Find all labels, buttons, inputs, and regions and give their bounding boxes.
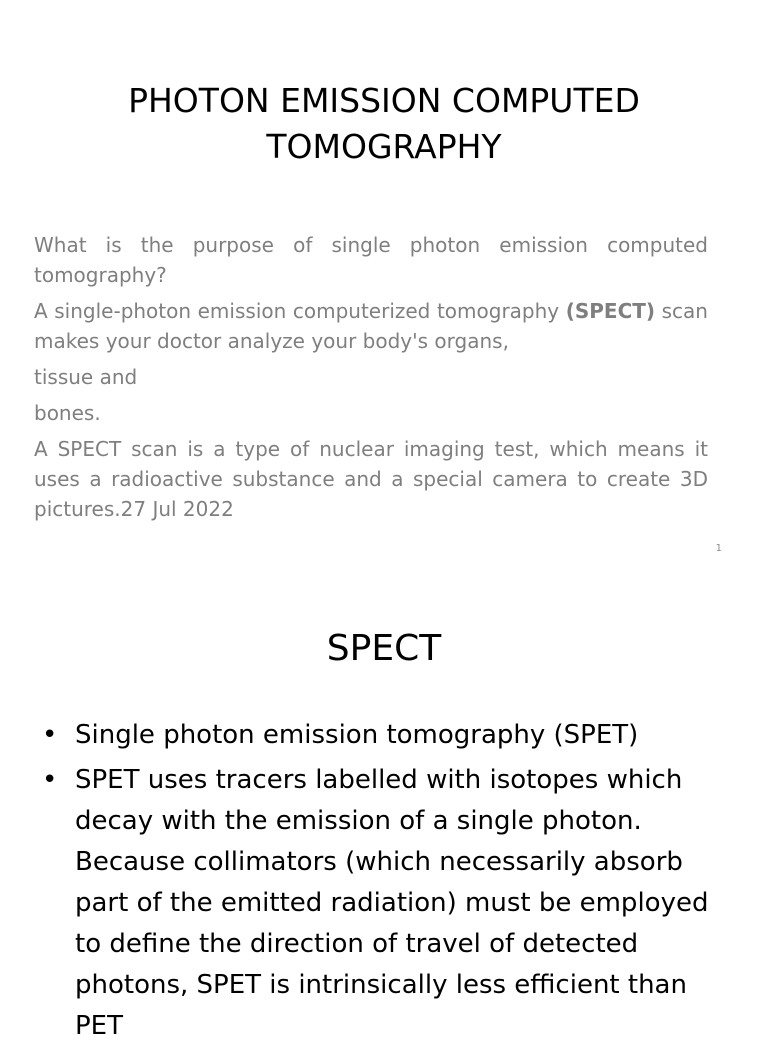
page-number: 1 bbox=[715, 543, 722, 554]
spect-paragraph-start: A single-photon emission computerized tomography bbox=[34, 299, 566, 323]
bullet-list bbox=[40, 715, 730, 1051]
spect-paragraph bbox=[34, 296, 708, 356]
spect-paragraph-end: scan makes your doctor analyze your body's organs, bbox=[34, 299, 708, 353]
bones-line: bones. bbox=[34, 401, 101, 425]
bullet-item bbox=[40, 715, 730, 756]
bullet-text: SPET uses tracers labelled with isotopes which decay with the emission of a single photon. Because collimators (which necessarily absorb part of the emitted radiation) must be employed to define the direction of travel of detected photons, SPET is intrinsically less efficient than PET bbox=[75, 765, 709, 1041]
imaging-paragraph: A SPECT scan is a type of nuclear imaging test, which means it uses a radioactive substance and a special camera to create 3D pictures.27 Jul 2022 bbox=[34, 437, 708, 521]
slide-2 bbox=[0, 600, 768, 1041]
slide-title: SPECT bbox=[326, 628, 442, 669]
bullet-icon: • bbox=[42, 765, 58, 795]
tissue-line: tissue and bbox=[34, 365, 138, 389]
slide-body bbox=[34, 230, 708, 530]
bullet-icon: • bbox=[42, 720, 58, 750]
slide-title: PHOTON EMISSION COMPUTED TOMOGRAPHY bbox=[128, 81, 640, 166]
bullet-text: Single photon emission tomography (SPET) bbox=[75, 720, 639, 750]
spect-acronym: (SPECT) bbox=[565, 299, 656, 323]
question-paragraph: What is the purpose of single photon emission computed tomography? bbox=[34, 233, 708, 287]
bullet-item bbox=[40, 760, 730, 1047]
